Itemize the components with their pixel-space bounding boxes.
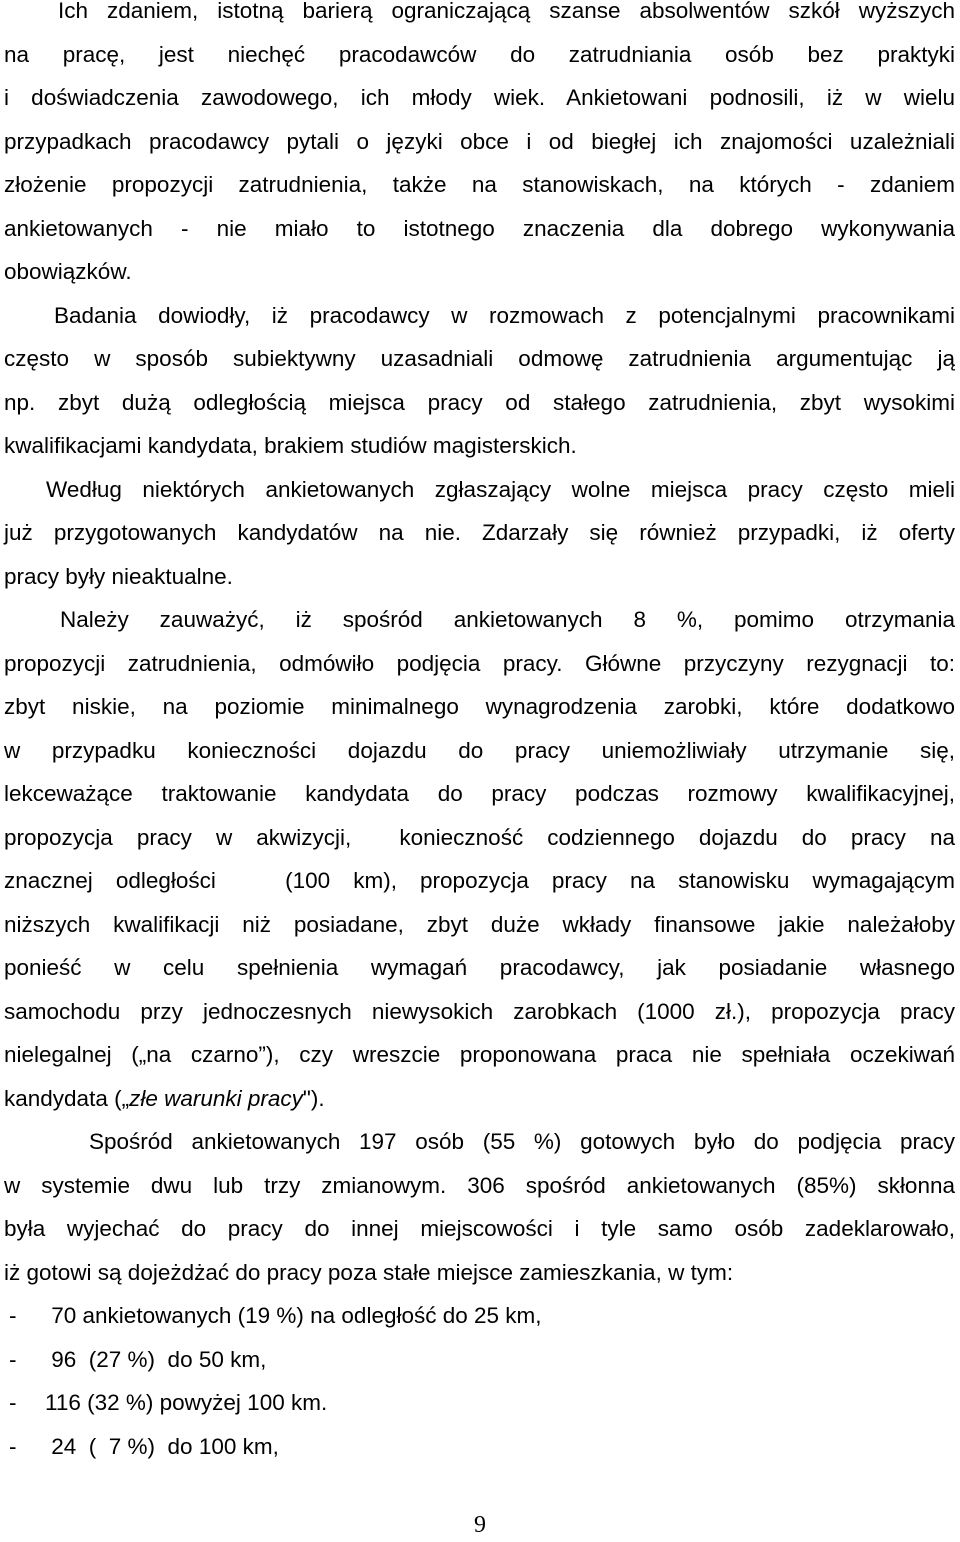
list-item [9, 1343, 266, 1377]
page-number: 9 [474, 1512, 486, 1538]
text-line: w systemie dwu lub trzy zmianowym. 306 spośród ankietowanych (85%) skłonna [4, 1173, 955, 1198]
list-dash: - [9, 1390, 17, 1415]
text-line: Spośród ankietowanych 197 osób (55 %) gotowych było do podjęcia pracy [89, 1129, 955, 1154]
text-line: kandydata („złe warunki pracy"). [4, 1086, 325, 1111]
list-item-text: 116 (32 %) powyżej 100 km. [45, 1390, 328, 1415]
text-line: propozycja pracy w akwizycji, konieczność codziennego dojazdu do pracy na [4, 825, 955, 850]
text-line: obowiązków. [4, 259, 132, 284]
text-line: iż gotowi są dojeżdżać do pracy poza stałe miejsce zamieszkania, w tym: [4, 1260, 734, 1285]
text-line: już przygotowanych kandydatów na nie. Zdarzały się również przypadki, iż oferty [4, 520, 955, 545]
text-line: Według niektórych ankietowanych zgłaszający wolne miejsca pracy często mieli [46, 477, 955, 502]
text-line: w przypadku konieczności dojazdu do pracy uniemożliwiały utrzymanie się, [4, 738, 955, 763]
list-item-text: 70 ankietowanych (19 %) na odległość do 25 km, [45, 1303, 542, 1328]
text-line: niższych kwalifikacji niż posiadane, zbyt duże wkłady finansowe jakie należałoby [4, 912, 955, 937]
text-line: zbyt niskie, na poziomie minimalnego wynagrodzenia zarobki, które dodatkowo [4, 694, 955, 719]
list-item [9, 1430, 279, 1464]
list-dash: - [9, 1347, 17, 1372]
text-line: ankietowanych - nie miało to istotnego znaczenia dla dobrego wykonywania [4, 216, 955, 241]
text-line: pracy były nieaktualne. [4, 564, 233, 589]
text-line: była wyjechać do pracy do innej miejscowości i tyle samo osób zadeklarowało, [4, 1216, 955, 1241]
text-line: Badania dowiodły, iż pracodawcy w rozmowach z potencjalnymi pracownikami [54, 303, 955, 328]
text-line: na pracę, jest niechęć pracodawców do zatrudniania osób bez praktyki [4, 42, 955, 67]
text-line: kwalifikacjami kandydata, brakiem studiów magisterskich. [4, 433, 577, 458]
text-line: znacznej odległości (100 km), propozycja pracy na stanowisku wymagającym [4, 868, 955, 893]
list-dash: - [9, 1303, 17, 1328]
text-line: Ich zdaniem, istotną barierą ograniczającą szanse absolwentów szkół wyższych [58, 0, 955, 23]
text-line: nielegalnej („na czarno”), czy wreszcie proponowana praca nie spełniała oczekiwań [4, 1042, 955, 1067]
italic-phrase: złe warunki pracy [129, 1086, 303, 1111]
list-item-text: 96 (27 %) do 50 km, [45, 1347, 267, 1372]
list-dash: - [9, 1434, 17, 1459]
text-line: Należy zauważyć, iż spośród ankietowanych 8 %, pomimo otrzymania [60, 607, 955, 632]
text-line: ponieść w celu spełnienia wymagań pracodawcy, jak posiadanie własnego [4, 955, 955, 980]
list-item [9, 1299, 542, 1333]
text-line: lekceważące traktowanie kandydata do pracy podczas rozmowy kwalifikacyjnej, [4, 781, 955, 806]
text-line: samochodu przy jednoczesnych niewysokich zarobkach (1000 zł.), propozycja pracy [4, 999, 955, 1024]
text-line: i doświadczenia zawodowego, ich młody wiek. Ankietowani podnosili, iż w wielu [4, 85, 955, 110]
text-line: np. zbyt dużą odległością miejsca pracy od stałego zatrudnienia, zbyt wysokimi [4, 390, 955, 415]
text-line: złożenie propozycji zatrudnienia, także na stanowiskach, na których - zdaniem [4, 172, 955, 197]
text-line: często w sposób subiektywny uzasadniali odmowę zatrudnienia argumentując ją [4, 346, 955, 371]
text-line: przypadkach pracodawcy pytali o języki obce i od biegłej ich znajomości uzależniali [4, 129, 955, 154]
text-line: propozycji zatrudnienia, odmówiło podjęcia pracy. Główne przyczyny rezygnacji to: [4, 651, 955, 676]
list-item [9, 1386, 327, 1420]
list-item-text: 24 ( 7 %) do 100 km, [45, 1434, 279, 1459]
